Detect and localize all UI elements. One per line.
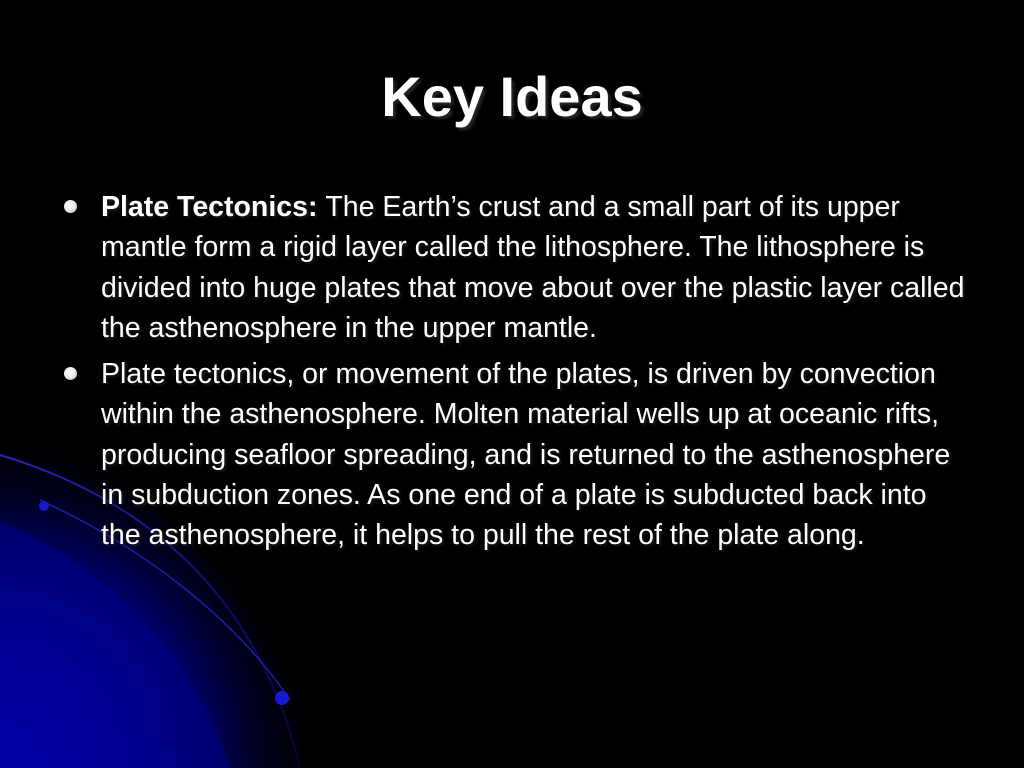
bullet-icon	[64, 367, 77, 380]
bullet-item-plate-tectonics	[60, 187, 970, 348]
decorative-dot	[275, 691, 289, 705]
bullet-text: The Earth’s crust and a small part of its upper mantle form a rigid layer called the lithosphere. The lithosphere is divided into huge plates that move about over the plastic layer called the asthenosphere in the upper mantle.	[101, 191, 965, 344]
slide-title: Key Ideas	[381, 65, 643, 128]
bullet-item-plate-movement	[60, 354, 970, 555]
bullet-icon	[64, 200, 77, 213]
bullet-text: Plate tectonics, or movement of the plates, is driven by convection within the asthenosphere. Molten material wells up at oceanic rifts, producing seafloor spreading, and is returned to the asthenosphere in subduction zones. As one end of a plate is subducted back into the asthenosphere, it helps to pull the rest of the plate along.	[101, 358, 951, 552]
decorative-dot	[39, 501, 49, 511]
bullet-term: Plate Tectonics:	[101, 191, 326, 223]
bullet-list	[60, 187, 970, 562]
